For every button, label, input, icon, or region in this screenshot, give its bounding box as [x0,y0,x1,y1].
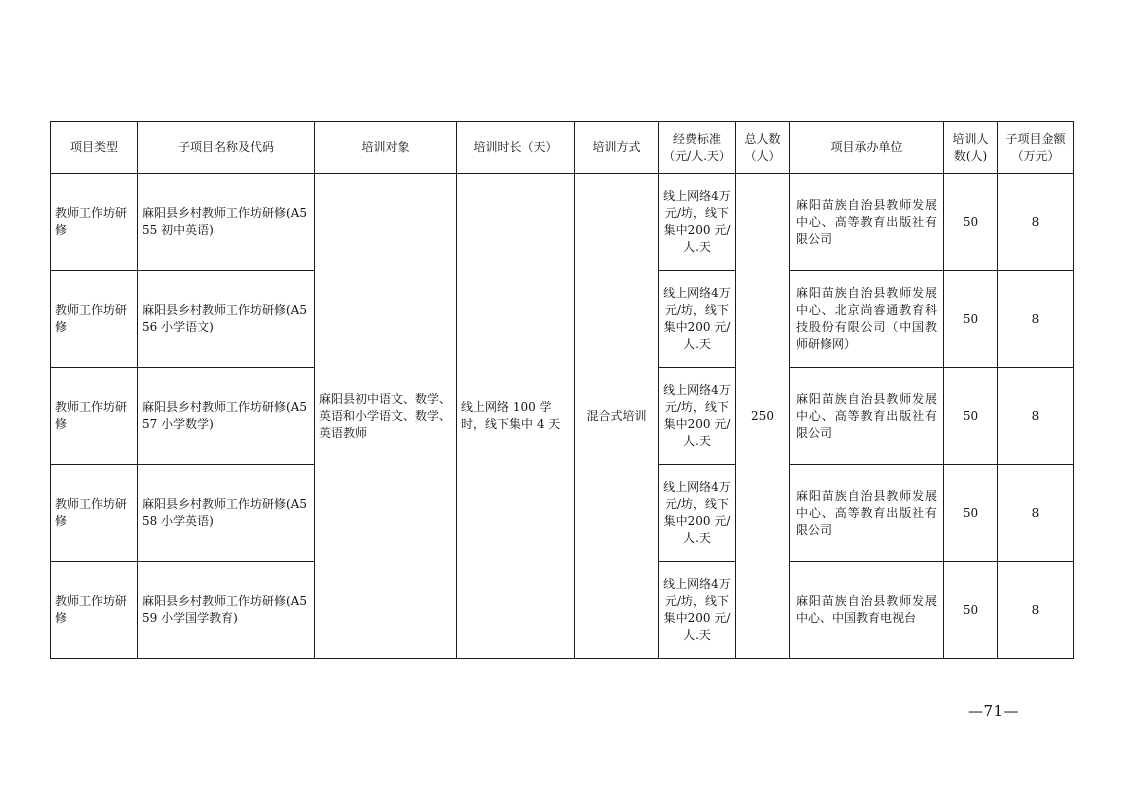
cell-organizer: 麻阳苗族自治县教师发展中心、高等教育出版社有限公司 [790,465,944,562]
cell-organizer: 麻阳苗族自治县教师发展中心、中国教育电视台 [790,562,944,659]
cell-trainee-count: 50 [944,271,998,368]
cell-project-type: 教师工作坊研修 [51,465,138,562]
page-number: —71— [968,702,1020,720]
header-duration: 培训时长（天） [457,122,575,174]
cell-method-shared: 混合式培训 [575,174,659,659]
cell-amount: 8 [998,174,1074,271]
header-target: 培训对象 [315,122,457,174]
header-project-type: 项目类型 [51,122,138,174]
cell-project-type: 教师工作坊研修 [51,174,138,271]
cell-subproject-name: 麻阳县乡村教师工作坊研修(A557 小学数学) [138,368,315,465]
cell-amount: 8 [998,368,1074,465]
header-subproject-name: 子项目名称及代码 [138,122,315,174]
cell-trainee-count: 50 [944,368,998,465]
cell-fee: 线上网络4万元/坊，线下集中200 元/人.天 [659,465,736,562]
cell-organizer: 麻阳苗族自治县教师发展中心、高等教育出版社有限公司 [790,174,944,271]
cell-fee: 线上网络4万元/坊，线下集中200 元/人.天 [659,562,736,659]
cell-amount: 8 [998,465,1074,562]
cell-project-type: 教师工作坊研修 [51,562,138,659]
cell-fee: 线上网络4万元/坊，线下集中200 元/人.天 [659,174,736,271]
cell-trainee-count: 50 [944,562,998,659]
table-header-row [51,122,1074,174]
table-row [51,174,1074,271]
cell-trainee-count: 50 [944,174,998,271]
cell-amount: 8 [998,562,1074,659]
header-method: 培训方式 [575,122,659,174]
cell-fee: 线上网络4万元/坊，线下集中200 元/人.天 [659,271,736,368]
cell-duration-shared: 线上网络 100 学时，线下集中 4 天 [457,174,575,659]
cell-organizer: 麻阳苗族自治县教师发展中心、北京尚睿通教育科技股份有限公司（中国教师研修网） [790,271,944,368]
cell-subproject-name: 麻阳县乡村教师工作坊研修(A556 小学语文) [138,271,315,368]
header-amount: 子项目金额（万元） [998,122,1074,174]
header-trainee-count: 培训人数(人) [944,122,998,174]
cell-subproject-name: 麻阳县乡村教师工作坊研修(A559 小学国学教育) [138,562,315,659]
header-total: 总人数（人） [736,122,790,174]
cell-fee: 线上网络4万元/坊，线下集中200 元/人.天 [659,368,736,465]
cell-subproject-name: 麻阳县乡村教师工作坊研修(A558 小学英语) [138,465,315,562]
cell-trainee-count: 50 [944,465,998,562]
cell-project-type: 教师工作坊研修 [51,271,138,368]
header-fee: 经费标准（元/人.天） [659,122,736,174]
cell-subproject-name: 麻阳县乡村教师工作坊研修(A555 初中英语) [138,174,315,271]
cell-organizer: 麻阳苗族自治县教师发展中心、高等教育出版社有限公司 [790,368,944,465]
header-organizer: 项目承办单位 [790,122,944,174]
cell-target-shared: 麻阳县初中语文、数学、英语和小学语文、数学、英语教师 [315,174,457,659]
cell-project-type: 教师工作坊研修 [51,368,138,465]
cell-total-shared: 250 [736,174,790,659]
training-project-table [50,121,1074,659]
cell-amount: 8 [998,271,1074,368]
